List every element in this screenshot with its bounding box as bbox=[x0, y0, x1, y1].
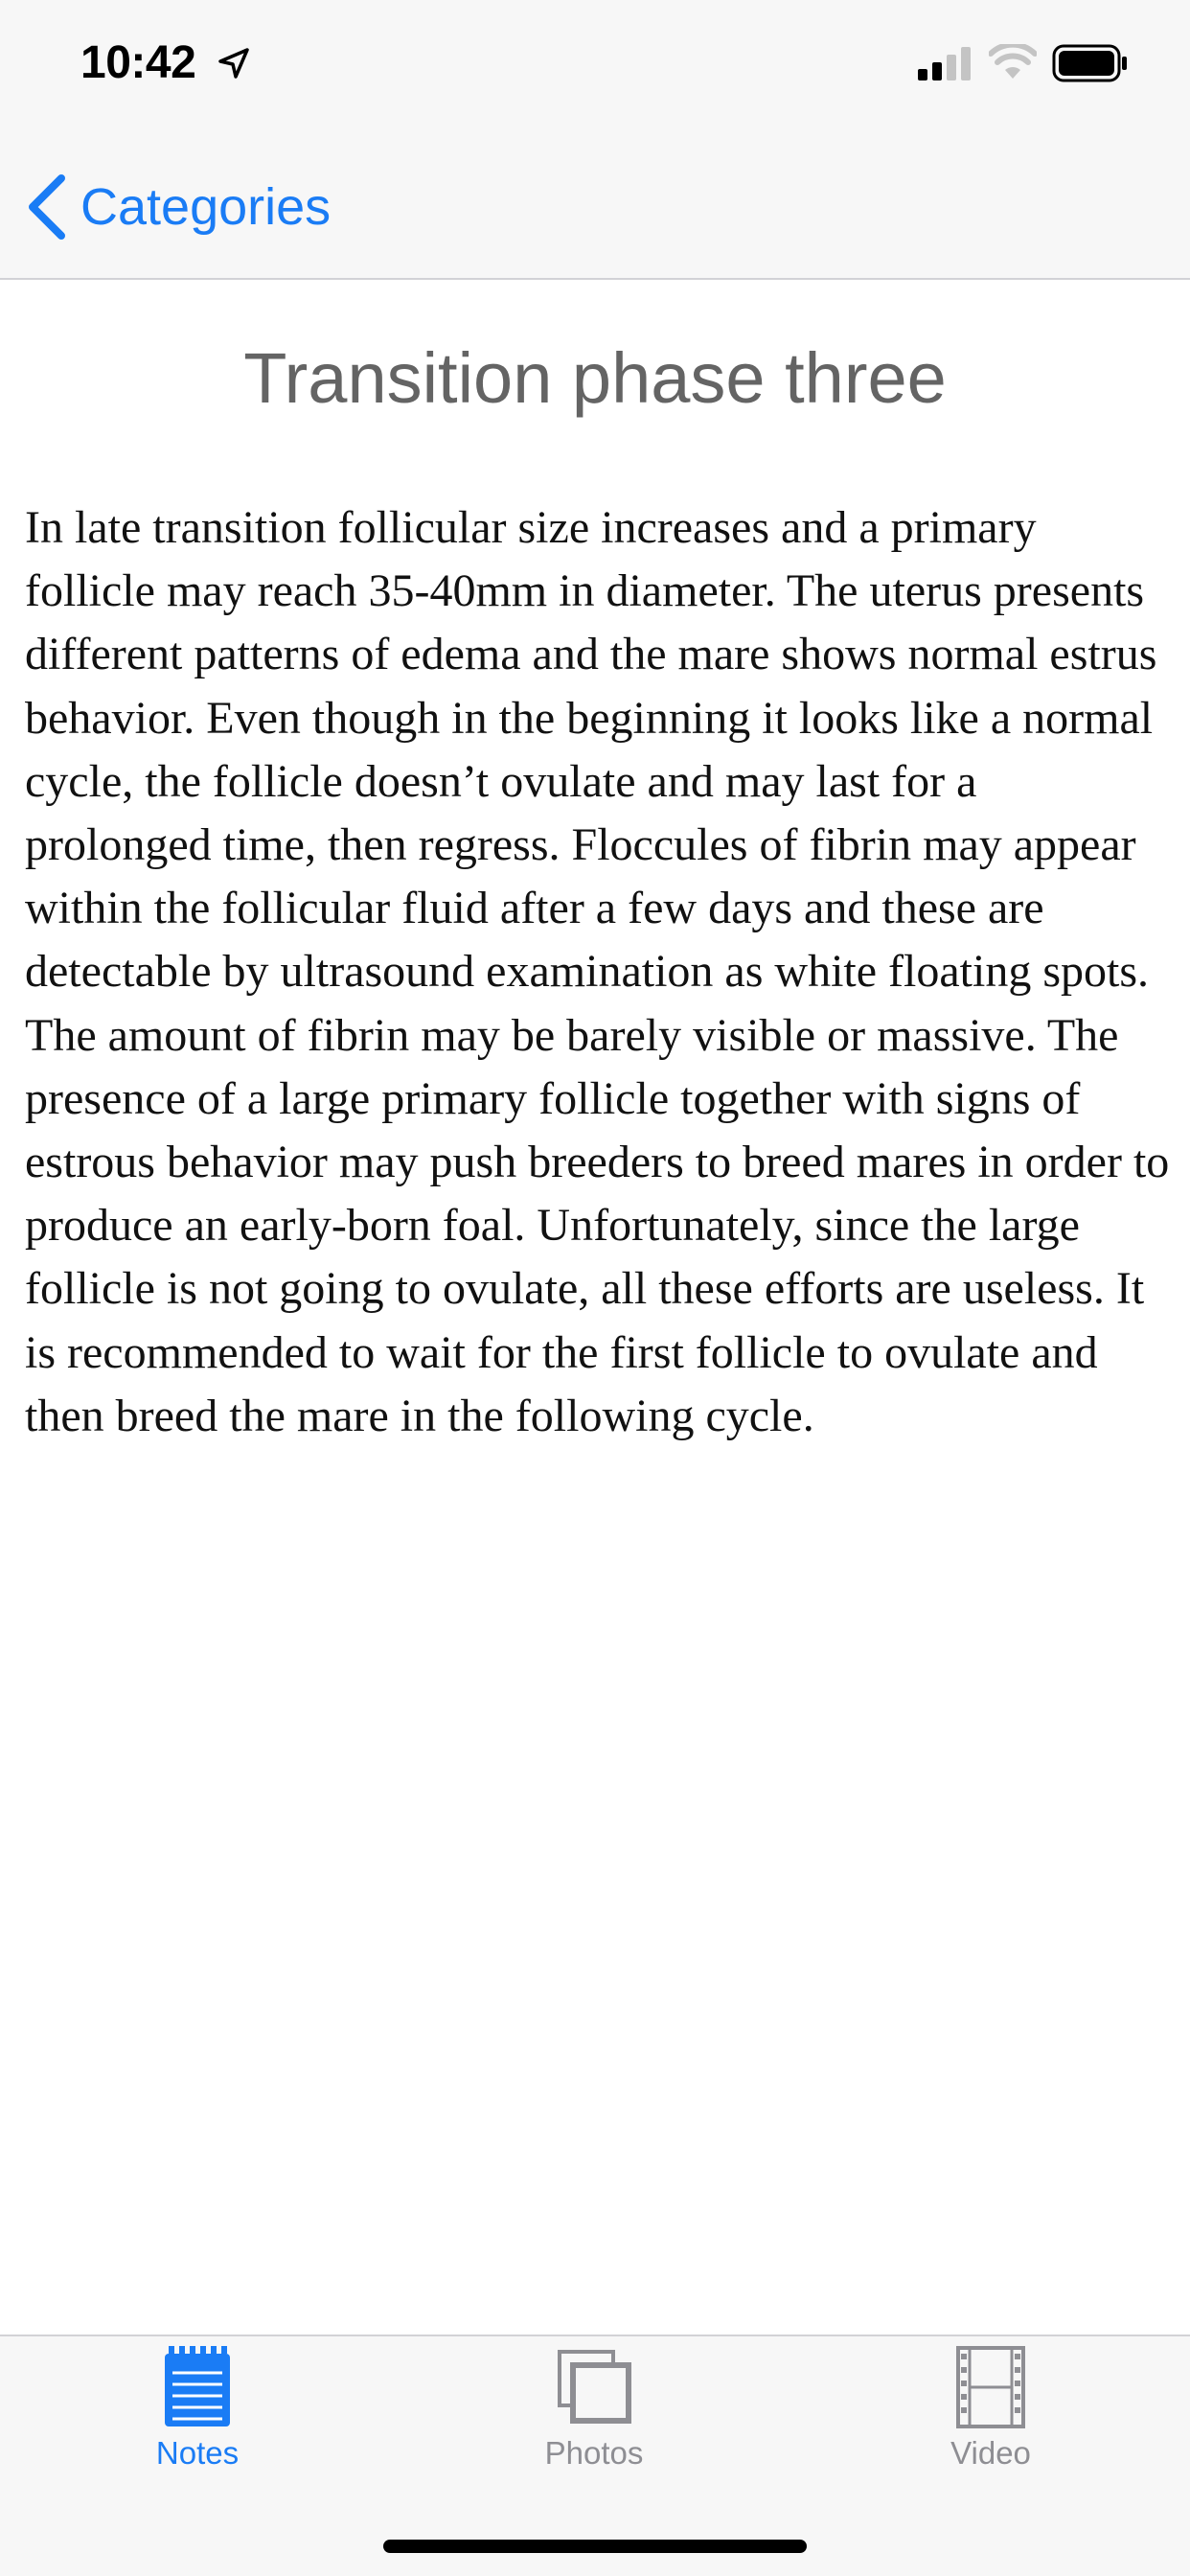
back-button-label: Categories bbox=[80, 178, 332, 236]
back-button[interactable] bbox=[25, 172, 331, 242]
tab-photos-label: Photos bbox=[544, 2435, 644, 2471]
status-time: 10:42 bbox=[80, 37, 196, 88]
tab-video-label: Video bbox=[950, 2435, 1031, 2471]
location-arrow-icon bbox=[217, 46, 251, 80]
tab-notes[interactable] bbox=[54, 2346, 341, 2490]
cellular-signal-icon bbox=[918, 46, 972, 80]
tab-notes-label: Notes bbox=[155, 2435, 240, 2471]
notes-icon bbox=[159, 2346, 236, 2428]
page-title: Transition phase three bbox=[243, 338, 947, 418]
video-icon bbox=[952, 2346, 1029, 2428]
navigation-bar bbox=[0, 126, 1190, 280]
photos-icon bbox=[556, 2346, 632, 2428]
note-content bbox=[0, 280, 1190, 2334]
note-body-text: In late transition follicular size increases and a primary follicle may reach 35-40mm in diameter. The uterus presents different patterns of edema and the mare shows normal estrus behavior. Even though in the beginning it looks like a normal cycle, the follicle doesn’t ovulate and may last for a prolonged time, then regress. Floccules of fibrin may appear within the follicular fluid after a few days and these are detectable by ultrasound examination as white floating spots. The amount of fibrin may be barely visible or massive. The presence of a large primary follicle together with signs of estrous behavior may push breeders to breed mares in order to produce an early-born foal. Unfortunately, since the large follicle is not going to ovulate, all these efforts are useless. It is recommended to wait for the first follicle to ovulate and then breed the mare in the following cycle. bbox=[25, 502, 1170, 1441]
tab-video[interactable] bbox=[847, 2346, 1134, 2490]
status-bar bbox=[0, 0, 1190, 126]
chevron-left-icon bbox=[25, 172, 69, 242]
battery-icon bbox=[1052, 44, 1129, 82]
wifi-icon bbox=[989, 44, 1037, 80]
home-indicator[interactable] bbox=[383, 2540, 807, 2553]
tab-photos[interactable] bbox=[450, 2346, 738, 2490]
